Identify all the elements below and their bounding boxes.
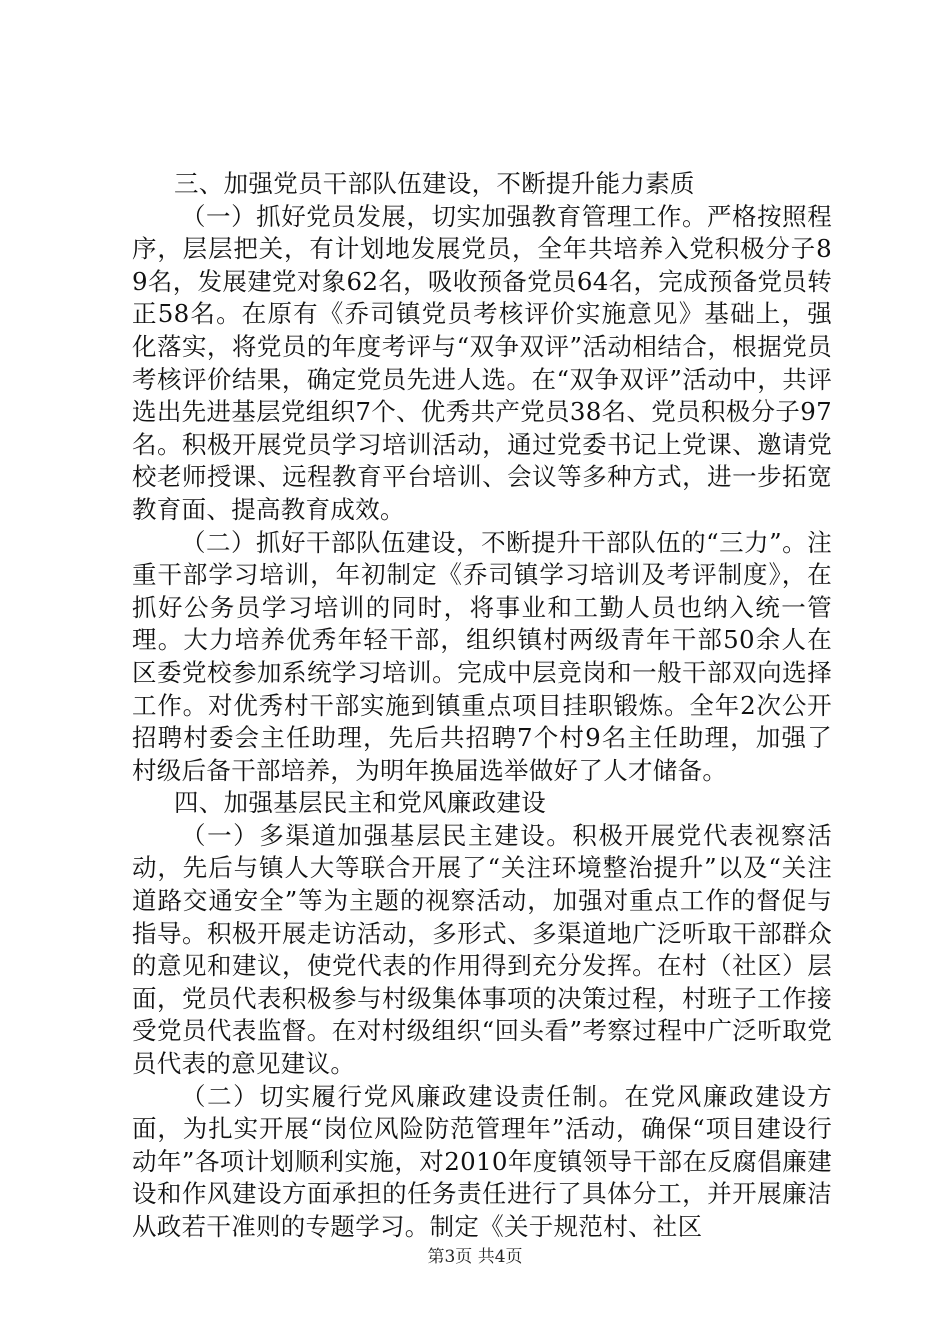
document-body: [132, 168, 832, 1244]
page-number-footer: 第3页 共4页: [427, 1247, 523, 1267]
paragraph-grassroots-democracy: （一）多渠道加强基层民主建设。积极开展党代表视察活动，先后与镇人大等联合开展了“关注环境整治提升”以及“关注道路交通安全”等为主题的视察活动，加强对重点工作的督促与指导。积极开展走访活动，多形式、多渠道地广泛听取干部群众的意见和建议，使党代表的作用得到充分发挥。在村（社区）层面，党员代表积极参与村级集体事项的决策过程，村班子工作接受党员代表监督。在对村级组织“回头看”考察过程中广泛听取党员代表的意见建议。: [132, 820, 832, 1079]
paragraph-clean-governance: （二）切实履行党风廉政建设责任制。在党风廉政建设方面，为扎实开展“岗位风险防范管理年”活动，确保“项目建设行动年”各项计划顺利实施，对2010年度镇领导干部在反腐倡廉建设和作风建设方面承担的任务责任进行了具体分工，并开展廉洁从政若干准则的专题学习。制定《关于规范村、社区: [132, 1081, 832, 1241]
section-heading-four: 四、加强基层民主和党风廉政建设: [174, 788, 546, 818]
paragraph-cadre-team-building: （二）抓好干部队伍建设，不断提升干部队伍的“三力”。注重干部学习培训，年初制定《乔司镇学习培训及考评制度》，在抓好公务员学习培训的同时，将事业和工勤人员也纳入统一管理。大力培养优秀年轻干部，组织镇村两级青年干部50余人在区委党校参加系统学习培训。完成中层竞岗和一般干部双向选择工作。对优秀村干部实施到镇重点项目挂职锻炼。全年2次公开招聘村委会主任助理，先后共招聘7个村9名主任助理，加强了村级后备干部培养，为明年换届选举做好了人才储备。: [132, 527, 832, 785]
section-heading-three: 三、加强党员干部队伍建设，不断提升能力素质: [174, 169, 695, 198]
paragraph-party-member-development: （一）抓好党员发展，切实加强教育管理工作。严格按照程序，层层把关，有计划地发展党员，全年共培养入党积极分子89名，发展建党对象62名，吸收预备党员64名，完成预备党员转正58名。在原有《乔司镇党员考核评价实施意见》基础上，强化落实，将党员的年度考评与“双争双评”活动相结合，根据党员考核评价结果，确定党员先进人选。在“双争双评”活动中，共评选出先进基层党组织7个、优秀共产党员38名、党员积极分子97名。积极开展党员学习培训活动，通过党委书记上党课、邀请党校老师授课、远程教育平台培训、会议等多种方式，进一步拓宽教育面、提高教育成效。: [132, 201, 832, 524]
